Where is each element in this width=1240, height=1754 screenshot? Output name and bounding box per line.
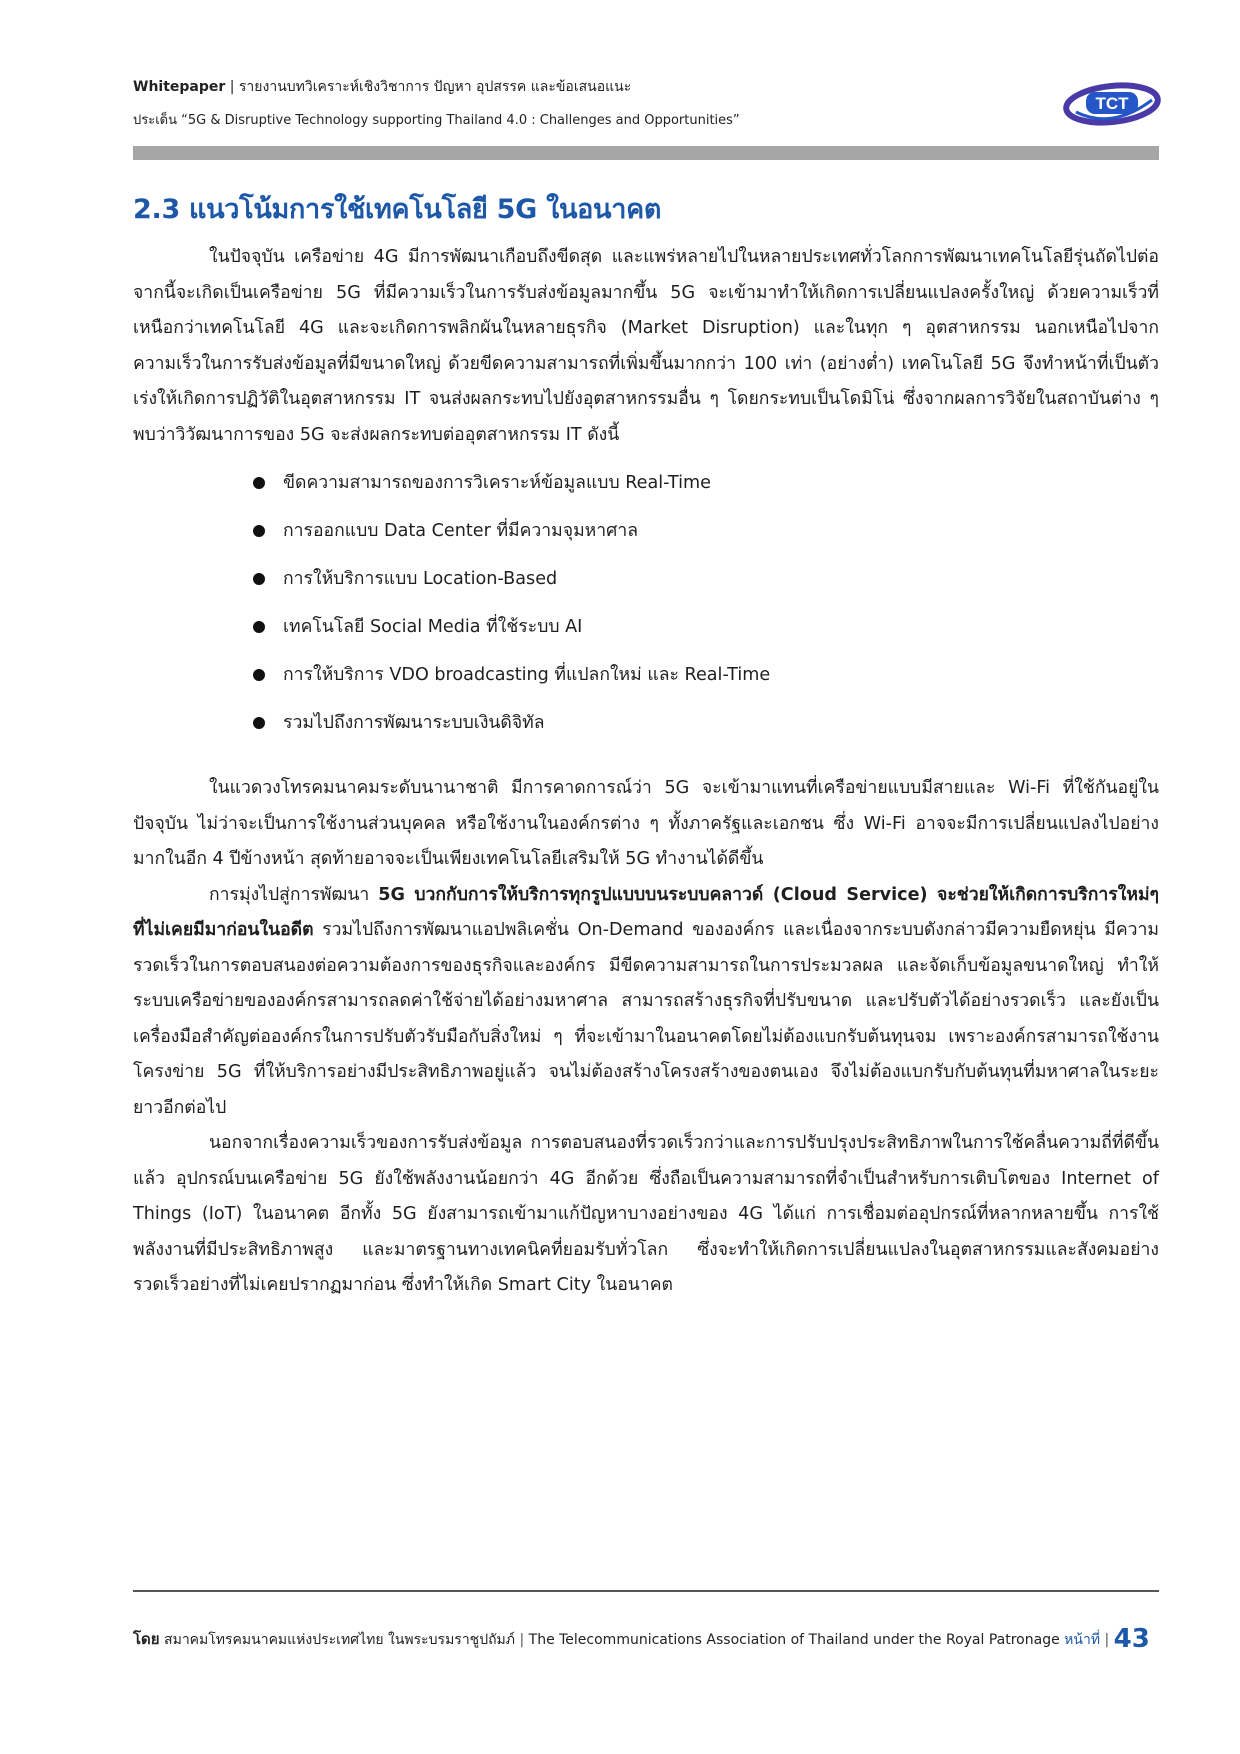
list-item [253,651,1159,699]
footer-separator: | [1104,1632,1110,1648]
bullet-list [133,459,1159,747]
footer-org-english: The Telecommunications Association of Thailand under the Royal Patronage [524,1632,1065,1648]
header-subtitle: ประเด็น “5G & Disruptive Technology supporting Thailand 4.0 : Challenges and Opportunities” [133,113,740,128]
paragraph-4: นอกจากเรื่องความเร็วของการรับส่งข้อมูล การตอบสนองที่รวดเร็วกว่าและการปรับปรุงประสิทธิภาพในการใช้คลื่นความถี่ที่ดีขึ้นแล้ว อุปกรณ์บนเครือข่าย 5G ยังใช้พลังงานน้อยกว่า 4G อีกด้วย ซึ่งถือเป็นความสามารถที่จำเป็นสำหรับการเติบโตของ Internet of Things (IoT) ในอนาคต อีกทั้ง 5G ยังสามารถเข้ามาแก้ปัญหาบางอย่างของ 4G ได้แก่ การเชื่อมต่ออุปกรณ์ที่หลากหลายขึ้น การใช้พลังงานที่มีประสิทธิภาพสูง และมาตรฐานทางเทคนิคที่ยอมรับทั่วโลก ซึ่งจะทำให้เกิดการเปลี่ยนแปลงในอุตสาหกรรมและสังคมอย่างรวดเร็วอย่างที่ไม่เคยปรากฏมาก่อน ซึ่งทำให้เกิด Smart City ในอนาคต [133,1133,1159,1295]
page-number: 43 [1113,1624,1150,1654]
list-item [253,699,1159,747]
list-item-text: เทคโนโลยี Social Media ที่ใช้ระบบ AI [283,617,583,637]
paragraph-3-lead: การมุ่งไปสู่การพัฒนา [209,884,379,905]
list-item [253,555,1159,603]
bullet-dot-icon [253,669,265,681]
page-header [133,76,1053,132]
page-footer [133,1624,1159,1654]
paragraph-3 [133,878,1159,1127]
paragraph-2: ในแวดวงโทรคมนาคมระดับนานาชาติ มีการคาดการณ์ว่า 5G จะเข้ามาแทนที่เครือข่ายแบบมีสายและ Wi-Fi ที่ใช้กันอยู่ในปัจจุบัน ไม่ว่าจะเป็นการใช้งานส่วนบุคคล หรือใช้งานในองค์กรต่าง ๆ ทั้งภาครัฐและเอกชน ซึ่ง Wi-Fi อาจจะมีการเปลี่ยนแปลงไปอย่างมากในอีก 4 ปีข้างหน้า สุดท้ายอาจจะเป็นเพียงเทคโนโลยีเสริมให้ 5G ทำงานได้ดีขึ้น [133,778,1159,869]
list-item [253,459,1159,507]
list-item-text: ขีดความสามารถของการวิเคราะห์ข้อมูลแบบ Real-Time [283,473,711,493]
header-title-rest: | รายงานบทวิเคราะห์เชิงวิชาการ ปัญหา อุปสรรค และข้อเสนอแนะ [225,79,632,95]
list-item-text: รวมไปถึงการพัฒนาระบบเงินดิจิทัล [283,713,545,733]
footer-divider [133,1590,1159,1592]
logo-text: TCT [1095,94,1129,113]
footer-separator: | [519,1632,525,1648]
list-item-text: การให้บริการแบบ Location-Based [283,569,558,589]
header-title-bold: Whitepaper [133,79,226,95]
bullet-dot-icon [253,573,265,585]
bullet-dot-icon [253,477,265,489]
paragraph-1: ในปัจจุบัน เครือข่าย 4G มีการพัฒนาเกือบถึงขีดสุด และแพร่หลายไปในหลายประเทศทั่วโลกการพัฒนาเทคโนโลยีรุ่นถัดไปต่อจากนี้จะเกิดเป็นเครือข่าย 5G ที่มีความเร็วในการรับส่งข้อมูลมากขึ้น 5G จะเข้ามาทำให้เกิดการเปลี่ยนแปลงครั้งใหญ่ ด้วยความเร็วที่เหนือกว่าเทคโนโลยี 4G และจะเกิดการพลิกผันในหลายธุรกิจ (Market Disruption) และในทุก ๆ อุตสาหกรรม นอกเหนือไปจากความเร็วในการรับส่งข้อมูลที่มีขนาดใหญ่ ด้วยขีดความสามารถที่เพิ่มขึ้นมากกว่า 100 เท่า (อย่างต่ำ) เทคโนโลยี 5G จึงทำหน้าที่เป็นตัวเร่งให้เกิดการปฏิวัติในอุตสาหกรรม IT จนส่งผลกระทบไปยังอุตสาหกรรมอื่น ๆ โดยกระทบเป็นโดมิโน่ ซึ่งจากผลการวิจัยในสถาบันต่าง ๆ พบว่าวิวัฒนาการของ 5G จะส่งผลกระทบต่ออุตสาหกรรม IT ดังนี้ [133,247,1159,445]
list-item-text: การให้บริการ VDO broadcasting ที่แปลกใหม่ และ Real-Time [283,665,771,685]
tct-logo [1062,78,1162,128]
main-content [133,190,1159,1304]
section-title: 2.3 แนวโน้มการใช้เทคโนโลยี 5G ในอนาคต [133,194,662,225]
header-title [133,76,1053,98]
footer-org-thai: สมาคมโทรคมนาคมแห่งประเทศไทย ในพระบรมราชูปถัมภ์ [159,1632,520,1648]
bullet-dot-icon [253,717,265,729]
paragraph-3-rest: รวมไปถึงการพัฒนาแอปพลิเคชั่น On-Demand ขององค์กร และเนื่องจากระบบดังกล่าวมีความยืดหยุ่น มีความรวดเร็วในการตอบสนองต่อความต้องการของธุรกิจและองค์กร มีขีดความสามารถในการประมวลผล และจัดเก็บข้อมูลขนาดใหญ่ ทำให้ระบบเครือข่ายขององค์กรสามารถลดค่าใช้จ่ายได้อย่างมหาศาล สามารถสร้างธุรกิจที่ปรับขนาด และปรับตัวได้อย่างรวดเร็ว และยังเป็นเครื่องมือสำคัญต่อองค์กรในการปรับตัวรับมือกับสิ่งใหม่ ๆ ที่จะเข้ามาในอนาคตโดยไม่ต้องแบกรับต้นทุนจม เพราะองค์กรสามารถใช้งานโครงข่าย 5G ที่ให้บริการอย่างมีประสิทธิภาพอยู่แล้ว จนไม่ต้องสร้างโครงสร้างของตนเอง จึงไม่ต้องแบกรับกับต้นทุนที่มหาศาลในระยะยาวอีกต่อไป [133,920,1159,1118]
footer-page-label: หน้าที่ [1064,1632,1101,1648]
list-item-text: การออกแบบ Data Center ที่มีความจุมหาศาล [283,521,638,541]
bullet-dot-icon [253,525,265,537]
list-item [253,603,1159,651]
footer-by-label: โดย [133,1630,160,1648]
bullet-dot-icon [253,621,265,633]
list-item [253,507,1159,555]
paragraph-3-emphasis: 5G บวกกับการให้บริการทุกรูปแบบบนระบบคลาวด์ (Cloud Service) จะช่วยให้เกิดการบริการใหม่ๆ ที่ไม่เคยมีมาก่อนในอดีต [133,884,1159,940]
header-divider-bar [133,146,1159,160]
